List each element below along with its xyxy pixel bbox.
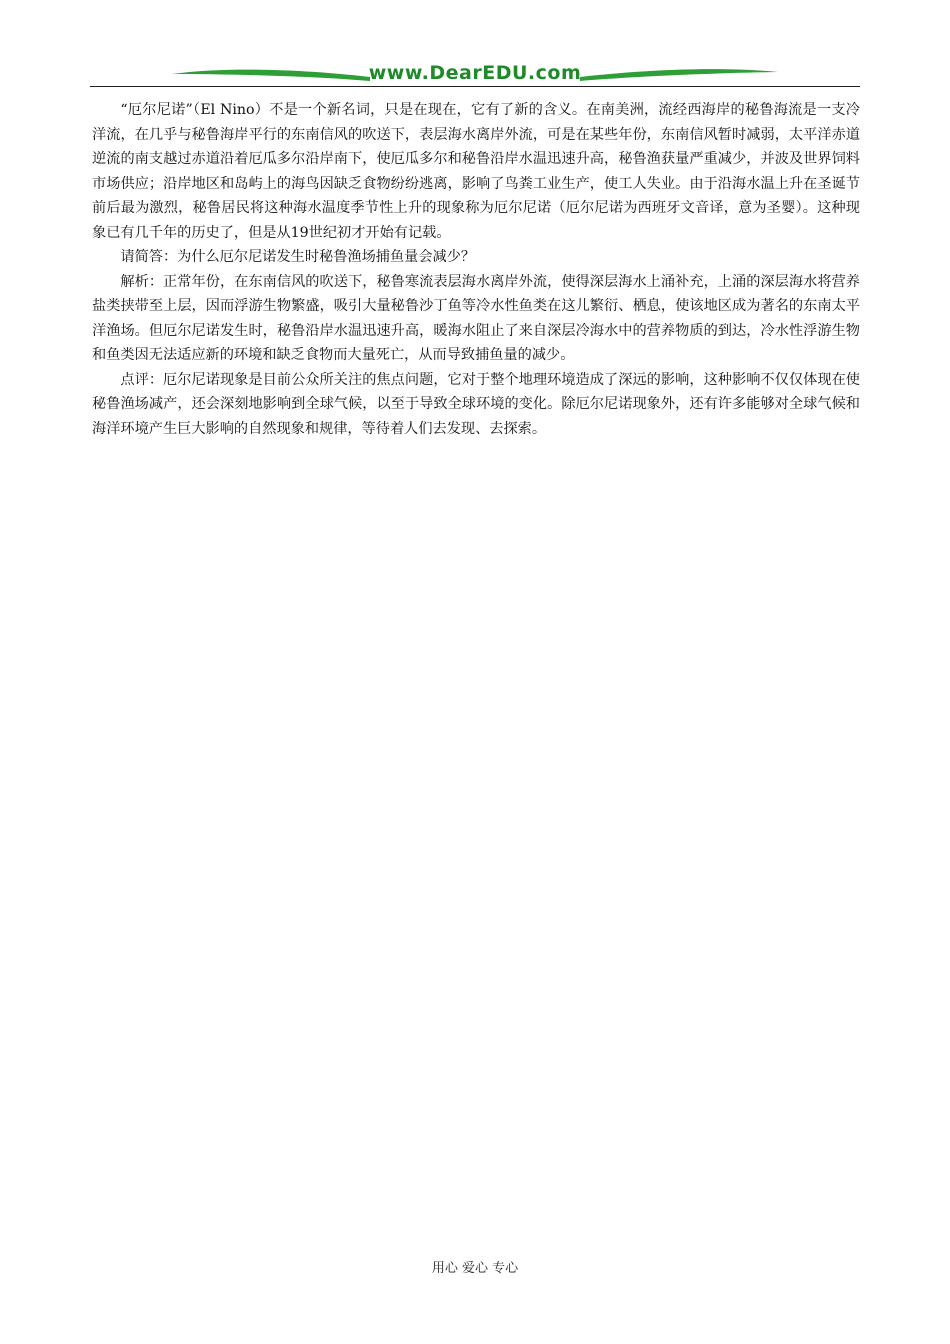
paragraph-question: 请简答：为什么厄尔尼诺发生时秘鲁渔场捕鱼量会减少？ [120,249,476,265]
header-divider [90,86,860,87]
site-logo[interactable] [170,60,780,86]
paragraph-comment: 点评：厄尔尼诺现象是目前公众所关注的焦点问题，它对于整个地理环境造成了深远的影响，这种影响不仅仅体现在使秘鲁渔场减产，还会深刻地影响到全球气候，以至于导致全球环境的变化。除厄尔尼诺现象外，还有许多能够对全球气候和海洋环境产生巨大影响的自然现象和规律，等待着人们去发现、去探索。 [92,371,860,437]
logo-text: www.DearEDU.com [368,62,582,84]
paragraph-analysis: 解析：正常年份，在东南信风的吹送下，秘鲁寒流表层海水离岸外流，使得深层海水上涌补充，上涌的深层海水将营养盐类挟带至上层，因而浮游生物繁盛，吸引大量秘鲁沙丁鱼等冷水性鱼类在这儿繁衍、栖息，使该地区成为著名的东南太平洋渔场。但厄尔尼诺发生时，秘鲁沿岸水温迅速升高，暖海水阻止了来自深层冷海水中的营养物质的到达，冷水性浮游生物和鱼类因无法适应新的环境和缺乏食物而大量死亡，从而导致捕鱼量的减少。 [92,273,860,363]
article-body [92,98,860,441]
paragraph-intro: “厄尔尼诺”（El Nino）不是一个新名词，只是在现在，它有了新的含义。在南美洲，流经西海岸的秘鲁海流是一支冷洋流，在几乎与秘鲁海岸平行的东南信风的吹送下，表层海水离岸外流，可是在某些年份，东南信风暂时减弱，太平洋赤道逆流的南支越过赤道沿着厄瓜多尔沿岸南下，使厄瓜多尔和秘鲁沿岸水温迅速升高，秘鲁渔获量严重减少，并波及世界饲料市场供应；沿岸地区和岛屿上的海鸟因缺乏食物纷纷逃离，影响了鸟粪工业生产，使工人失业。由于沿海水温上升在圣诞节前后最为激烈，秘鲁居民将这种海水温度季节性上升的现象称为厄尔尼诺（厄尔尼诺为西班牙文音译，意为圣婴）。这种现象已有几千年的历史了，但是从19世纪初才开始有记载。 [92,102,860,241]
page-footer: 用心 爱心 专心 [431,1261,519,1276]
page-header [90,60,860,92]
